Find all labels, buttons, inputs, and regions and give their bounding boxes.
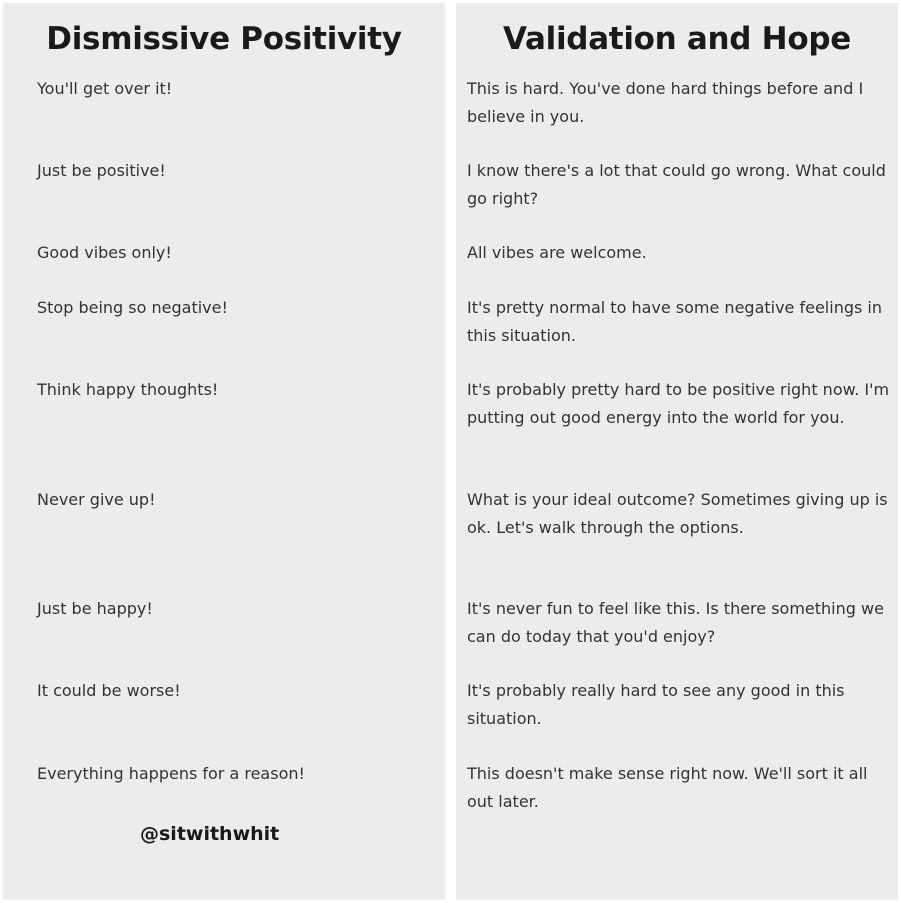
dismissive-phrase: Just be positive!: [37, 161, 166, 180]
validating-phrase: This doesn't make sense right now. We'll sort it all out later.: [467, 764, 868, 811]
validation-and-hope-heading: Validation and Hope: [503, 21, 851, 57]
dismissive-positivity-column: [3, 3, 445, 900]
dismissive-phrase: It could be worse!: [37, 681, 181, 700]
validating-phrase: I know there's a lot that could go wrong. What could go right?: [467, 161, 886, 208]
validating-phrase: It's probably really hard to see any good in this situation.: [467, 681, 845, 728]
dismissive-phrase: Stop being so negative!: [37, 298, 228, 317]
column-divider: [445, 0, 456, 903]
dismissive-phrase: You'll get over it!: [37, 79, 173, 98]
validating-phrase: It's pretty normal to have some negative feelings in this situation.: [467, 298, 882, 345]
dismissive-phrase: Think happy thoughts!: [37, 380, 219, 399]
validating-phrase: What is your ideal outcome? Sometimes giving up is ok. Let's walk through the options.: [467, 490, 888, 537]
validating-phrase: This is hard. You've done hard things before and I believe in you.: [467, 79, 864, 126]
validating-phrase: It's probably pretty hard to be positive right now. I'm putting out good energy into the world for you.: [467, 380, 890, 427]
dismissive-positivity-heading: Dismissive Positivity: [46, 21, 402, 57]
dismissive-phrase: Never give up!: [37, 490, 156, 509]
validating-phrase: It's never fun to feel like this. Is there something we can do today that you'd enjoy?: [467, 599, 884, 646]
validation-and-hope-column: [456, 3, 898, 900]
validating-phrase: All vibes are welcome.: [467, 243, 647, 262]
dismissive-phrase: Good vibes only!: [37, 243, 172, 262]
dismissive-phrase: Everything happens for a reason!: [37, 764, 305, 783]
author-handle: @sitwithwhit: [140, 823, 280, 845]
dismissive-phrase: Just be happy!: [37, 599, 153, 618]
